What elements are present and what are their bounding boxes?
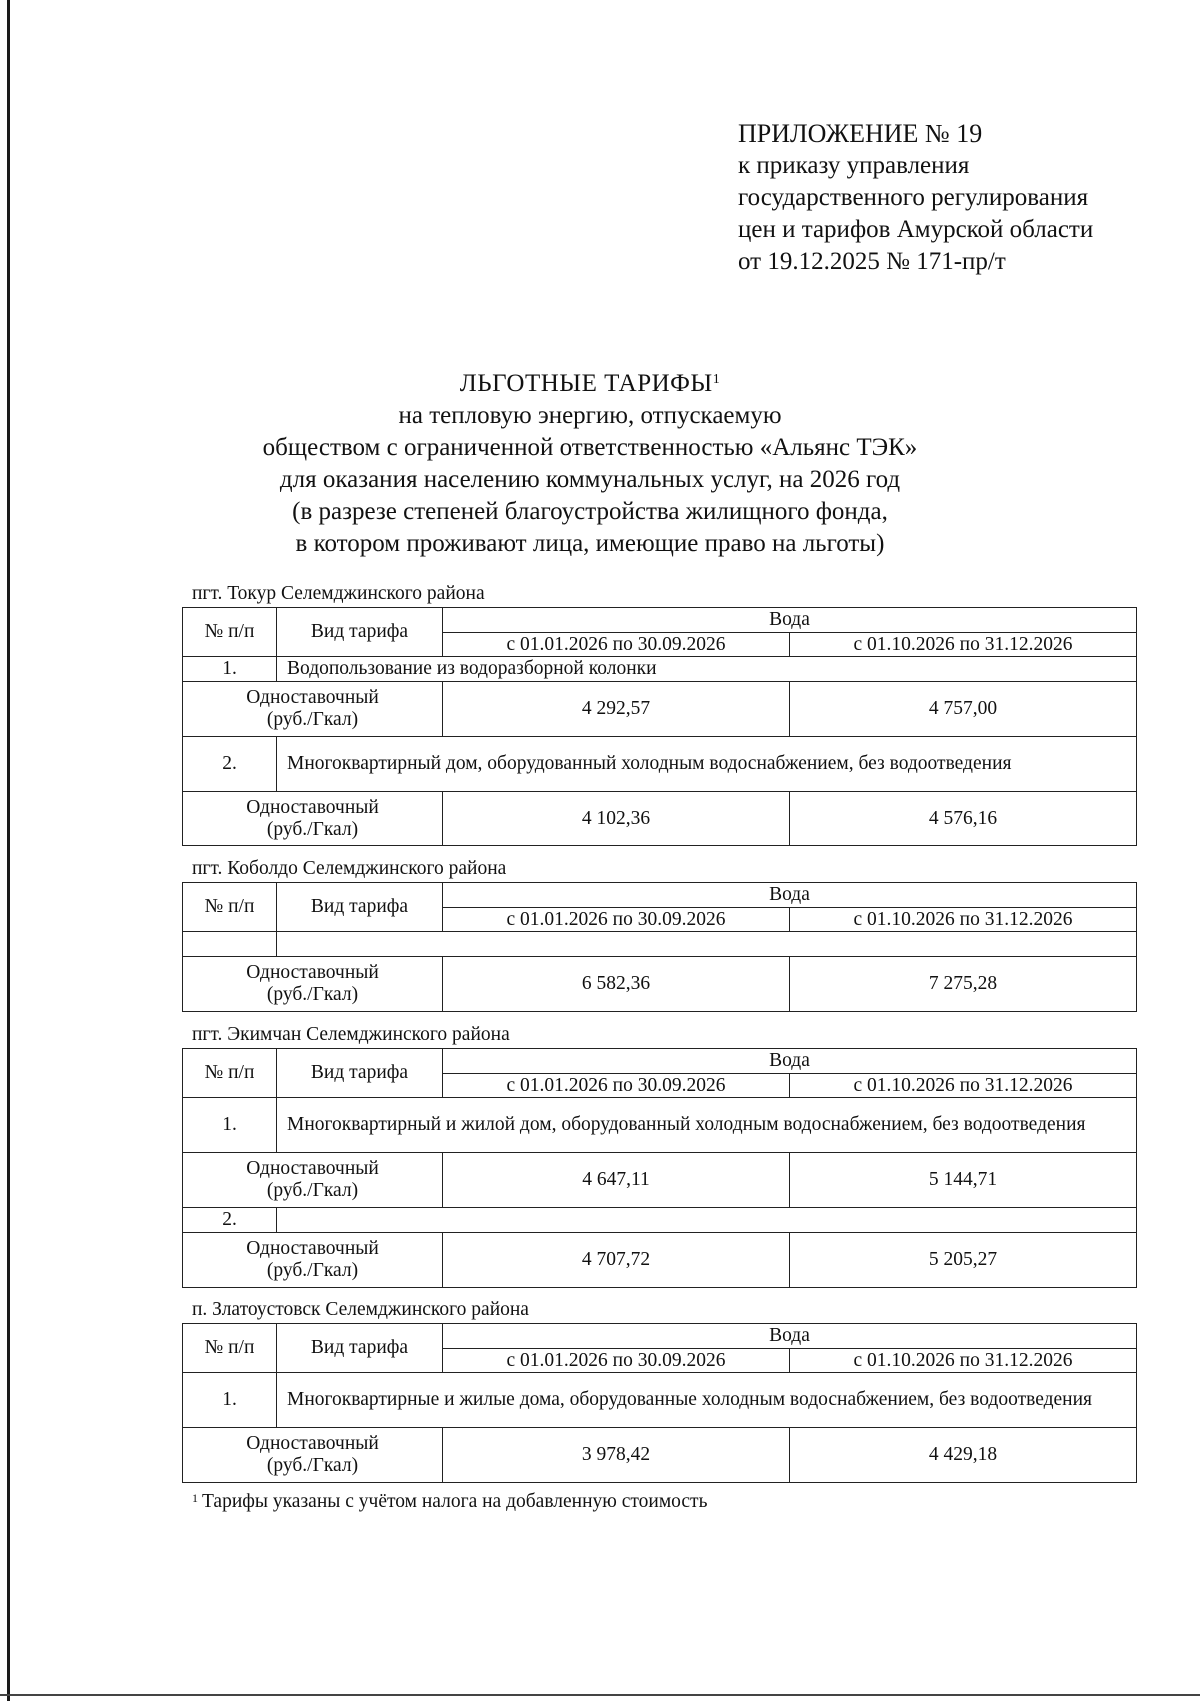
rate-label-unit: (руб./Гкал) — [266, 1455, 359, 1476]
group-num: 2. — [183, 737, 277, 792]
tariff-table-koboldo — [182, 882, 1137, 1012]
tariff-value-period-1: 6 582,36 — [443, 957, 790, 1012]
header-water: Вода — [443, 1049, 1137, 1074]
heading-line: обществом с ограниченной ответственностью «Альянс ТЭК» — [262, 434, 918, 461]
group-description: Многоквартирный и жилой дом, оборудованный холодным водоснабжением, без водоотведения — [277, 1098, 1137, 1153]
rate-label-line: Одноставочный — [246, 687, 379, 708]
tariff-table-zlatoustovsk — [182, 1323, 1137, 1483]
header-num: № п/п — [183, 1049, 277, 1098]
group-description — [277, 932, 1137, 957]
rate-label-line: Одноставочный — [246, 796, 379, 818]
rate-label — [183, 1233, 443, 1288]
tariff-value-period-2: 4 757,00 — [790, 682, 1137, 737]
header-water: Вода — [443, 1324, 1137, 1349]
tariff-value-period-2: 5 205,27 — [790, 1233, 1137, 1288]
footnote-text: Тарифы указаны с учётом налога на добавленную стоимость — [202, 1491, 708, 1512]
tariff-table-tokur — [182, 607, 1137, 846]
group-num — [183, 932, 277, 957]
section-caption-koboldo: пгт. Коболдо Селемджинского района — [192, 858, 507, 879]
section-caption-tokur: пгт. Токур Селемджинского района — [192, 583, 485, 604]
tariff-value-period-1: 4 102,36 — [443, 792, 790, 846]
header-type: Вид тарифа — [277, 608, 443, 657]
header-type: Вид тарифа — [277, 1324, 443, 1373]
document-heading — [150, 368, 1030, 560]
rate-label-unit: (руб./Гкал) — [266, 1260, 359, 1281]
heading-title-row — [150, 368, 1030, 400]
heading-line: в котором проживают лица, имеющие право на льготы) — [295, 530, 885, 557]
rate-label-unit: (руб./Гкал) — [266, 1180, 359, 1201]
appendix-line: цен и тарифов Амурской области — [738, 216, 1094, 243]
heading-line: на тепловую энергию, отпускаемую — [398, 402, 782, 429]
footnote-mark: 1 — [192, 1491, 198, 1505]
group-description — [277, 1208, 1137, 1233]
rate-label — [183, 957, 443, 1012]
header-period-1: с 01.01.2026 по 30.09.2026 — [443, 1349, 790, 1373]
rate-label-unit: (руб./Гкал) — [266, 984, 359, 1005]
footnote — [192, 1491, 707, 1513]
tariff-value-period-2: 7 275,28 — [790, 957, 1137, 1012]
scan-edge-left — [7, 0, 10, 1701]
rate-label — [183, 682, 443, 737]
rate-label — [183, 1428, 443, 1483]
header-period-1: с 01.01.2026 по 30.09.2026 — [443, 633, 790, 657]
tariff-value-period-2: 5 144,71 — [790, 1153, 1137, 1208]
header-period-2: с 01.10.2026 по 31.12.2026 — [790, 908, 1137, 932]
group-num: 1. — [183, 657, 277, 682]
header-water: Вода — [443, 608, 1137, 633]
tariff-value-period-1: 4 707,72 — [443, 1233, 790, 1288]
appendix-title: ПРИЛОЖЕНИЕ № 19 — [738, 119, 983, 148]
tariff-value-period-1: 4 292,57 — [443, 682, 790, 737]
tariff-value-period-1: 4 647,11 — [443, 1153, 790, 1208]
heading-line: (в разрезе степеней благоустройства жилищного фонда, — [292, 498, 888, 525]
group-description: Многоквартирный дом, оборудованный холодным водоснабжением, без водоотведения — [277, 737, 1137, 792]
appendix-line: к приказу управления — [738, 152, 970, 179]
header-num: № п/п — [183, 1324, 277, 1373]
heading-footnote-mark: 1 — [712, 372, 721, 387]
appendix-line: государственного регулирования — [738, 184, 1089, 211]
rate-label-line: Одноставочный — [246, 1158, 379, 1179]
rate-label-line: Одноставочный — [246, 962, 379, 983]
section-caption-ekimchan: пгт. Экимчан Селемджинского района — [192, 1024, 510, 1045]
header-period-1: с 01.01.2026 по 30.09.2026 — [443, 1074, 790, 1098]
header-period-2: с 01.10.2026 по 31.12.2026 — [790, 1074, 1137, 1098]
heading-line: для оказания населению коммунальных услуг, на 2026 год — [279, 466, 901, 493]
rate-label-line: Одноставочный — [246, 1433, 379, 1454]
group-description: Водопользование из водоразборной колонки — [277, 657, 1137, 682]
group-num: 1. — [183, 1373, 277, 1428]
header-period-1: с 01.01.2026 по 30.09.2026 — [443, 908, 790, 932]
header-num: № п/п — [183, 608, 277, 657]
group-num: 1. — [183, 1098, 277, 1153]
header-num: № п/п — [183, 883, 277, 932]
header-water: Вода — [443, 883, 1137, 908]
tariff-value-period-2: 4 429,18 — [790, 1428, 1137, 1483]
header-period-2: с 01.10.2026 по 31.12.2026 — [790, 1349, 1137, 1373]
header-type: Вид тарифа — [277, 883, 443, 932]
heading-title: ЛЬГОТНЫЕ ТАРИФЫ — [459, 370, 713, 397]
header-period-2: с 01.10.2026 по 31.12.2026 — [790, 633, 1137, 657]
rate-label-unit: (руб./Гкал) — [266, 709, 359, 730]
rate-label — [183, 1153, 443, 1208]
appendix-block — [738, 118, 1093, 278]
group-num: 2. — [183, 1208, 277, 1233]
rate-label — [183, 792, 443, 846]
tariff-value-period-1: 3 978,42 — [443, 1428, 790, 1483]
appendix-line: от 19.12.2025 № 171-пр/т — [738, 248, 1006, 275]
tariff-value-period-2: 4 576,16 — [790, 792, 1137, 846]
scan-edge-bottom — [0, 1694, 1200, 1696]
rate-label-unit: (руб./Гкал) — [266, 818, 359, 840]
header-type: Вид тарифа — [277, 1049, 443, 1098]
tariff-table-ekimchan — [182, 1048, 1137, 1288]
rate-label-line: Одноставочный — [246, 1238, 379, 1259]
section-caption-zlatoustovsk: п. Златоустовск Селемджинского района — [192, 1299, 529, 1320]
group-description: Многоквартирные и жилые дома, оборудованные холодным водоснабжением, без водоотведения — [277, 1373, 1137, 1428]
